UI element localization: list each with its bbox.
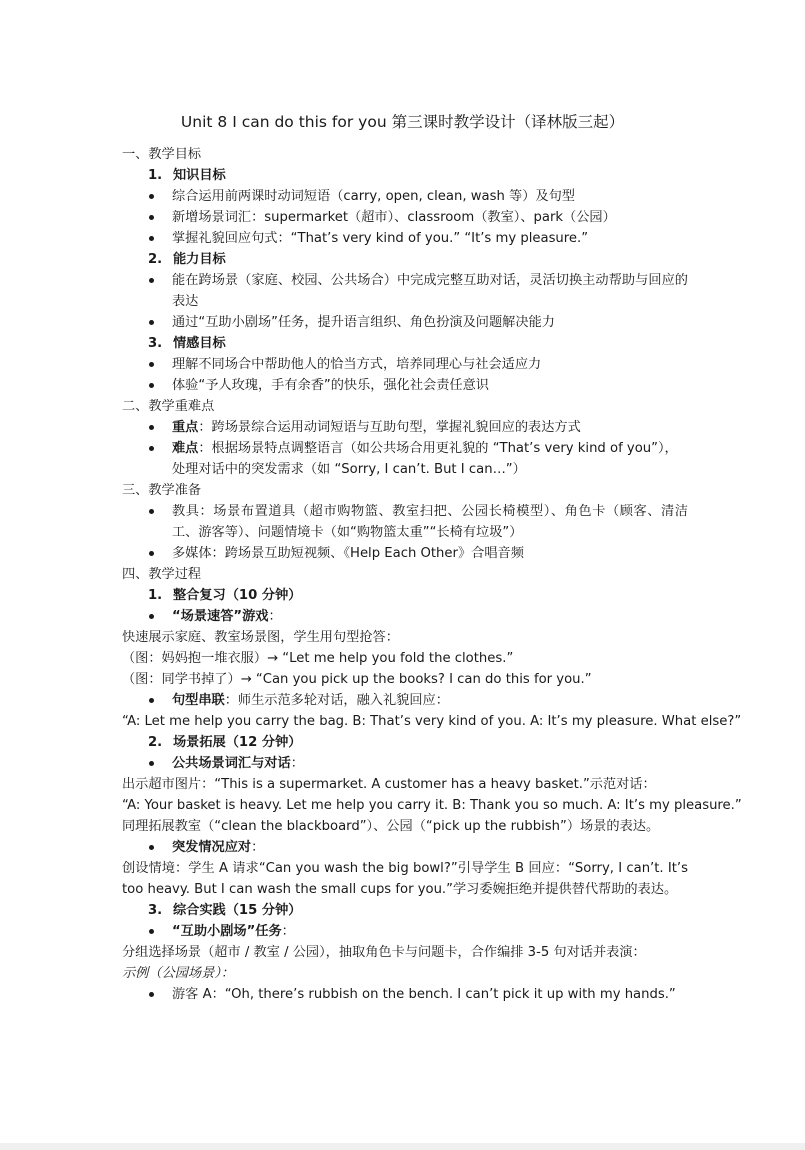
paragraph: 创设情境：学生 A 请求“Can you wash the big bowl?”引导学生 B 回应：“Sorry, I can’t. It’s too heavy. But I can wash the small cups for you.”学习委婉拒绝并提供替代帮助的表达。 bbox=[122, 861, 688, 897]
paragraph: 分组选择场景（超市 / 教室 / 公园），抽取角色卡与问题卡，合作编排 3-5 句对话并表演： bbox=[122, 945, 646, 960]
list-item: 掌握礼貌回应句式：“That’s very kind of you.” “It’s my pleasure.” bbox=[122, 228, 688, 249]
paragraph: （图：妈妈抱一堆衣服）→ “Let me help you fold the clothes.” bbox=[122, 651, 514, 666]
paragraph: 出示超市图片：“This is a supermarket. A customer has a heavy basket.”示范对话： bbox=[122, 777, 656, 792]
example-label: 示例（公园场景）： bbox=[122, 966, 235, 981]
paragraph: “A: Your basket is heavy. Let me help you carry it. B: Thank you so much. A: It’s my pleasure.” bbox=[122, 798, 742, 813]
step-heading-extension: 2. 场景拓展（12 分钟） bbox=[148, 735, 302, 750]
list-item-example-line: 游客 A：“Oh, there’s rubbish on the bench. I can’t pick it up with my hands.” bbox=[122, 984, 688, 1005]
list-item-public-scenes: 公共场景词汇与对话： bbox=[122, 753, 688, 774]
list-item-sentence-chain: 句型串联：师生示范多轮对话，融入礼貌回应： bbox=[122, 690, 688, 711]
paragraph: 快速展示家庭、教室场景图，学生用句型抢答： bbox=[122, 630, 399, 645]
subheading-knowledge: 1. 知识目标 bbox=[148, 168, 226, 183]
page-bottom-edge bbox=[0, 1143, 805, 1150]
list-item: 能在跨场景（家庭、校园、公共场合）中完成完整互助对话，灵活切换主动帮助与回应的表达 bbox=[122, 270, 688, 312]
paragraph: 同理拓展教室（“clean the blackboard”）、公园（“pick up the rubbish”）场景的表达。 bbox=[122, 819, 660, 834]
section-heading-process: 四、教学过程 bbox=[122, 567, 202, 582]
list-item-multimedia: 多媒体：跨场景互助短视频、《Help Each Other》合唱音频 bbox=[122, 543, 688, 564]
list-item-teaching-aids: 教具：场景布置道具（超市购物篮、教室扫把、公园长椅模型）、角色卡（顾客、清洁工、游客等）、问题情境卡（如“购物篮太重”“长椅有垃圾”） bbox=[122, 501, 688, 543]
list-item-scene-game: “场景速答”游戏： bbox=[122, 606, 688, 627]
subheading-ability: 2. 能力目标 bbox=[148, 252, 226, 267]
list-item-theater-task: “互助小剧场”任务： bbox=[122, 921, 688, 942]
paragraph: （图：同学书掉了）→ “Can you pick up the books? I can do this for you.” bbox=[122, 672, 592, 687]
section-heading-preparation: 三、教学准备 bbox=[122, 483, 202, 498]
step-heading-practice: 3. 综合实践（15 分钟） bbox=[148, 903, 302, 918]
list-item-emergency: 突发情况应对： bbox=[122, 837, 688, 858]
list-item-difficulty: 难点：根据场景特点调整语言（如公共场合用更礼貌的 “That’s very kind of you”），处理对话中的突发需求（如 “Sorry, I can’t. But I can…”） bbox=[122, 438, 688, 480]
document-title: Unit 8 I can do this for you 第三课时教学设计（译林版三起） bbox=[180, 113, 625, 131]
section-heading-keypoints: 二、教学重难点 bbox=[122, 399, 215, 414]
list-item-key-point: 重点：跨场景综合运用动词短语与互助句型，掌握礼貌回应的表达方式 bbox=[122, 417, 688, 438]
list-item: 理解不同场合中帮助他人的恰当方式，培养同理心与社会适应力 bbox=[122, 354, 688, 375]
list-item: 通过“互助小剧场”任务，提升语言组织、角色扮演及问题解决能力 bbox=[122, 312, 688, 333]
list-item: 新增场景词汇：supermarket（超市）、classroom（教室）、park（公园） bbox=[122, 207, 688, 228]
section-heading-goals: 一、教学目标 bbox=[122, 147, 202, 162]
list-item: 体验“予人玫瑰，手有余香”的快乐，强化社会责任意识 bbox=[122, 375, 688, 396]
step-heading-review: 1. 整合复习（10 分钟） bbox=[148, 588, 302, 603]
paragraph: “A: Let me help you carry the bag. B: That’s very kind of you. A: It’s my pleasure. What else?” bbox=[122, 714, 742, 729]
document-body bbox=[122, 144, 742, 1005]
subheading-emotion: 3. 情感目标 bbox=[148, 336, 226, 351]
list-item: 综合运用前两课时动词短语（carry, open, clean, wash 等）及句型 bbox=[122, 186, 688, 207]
